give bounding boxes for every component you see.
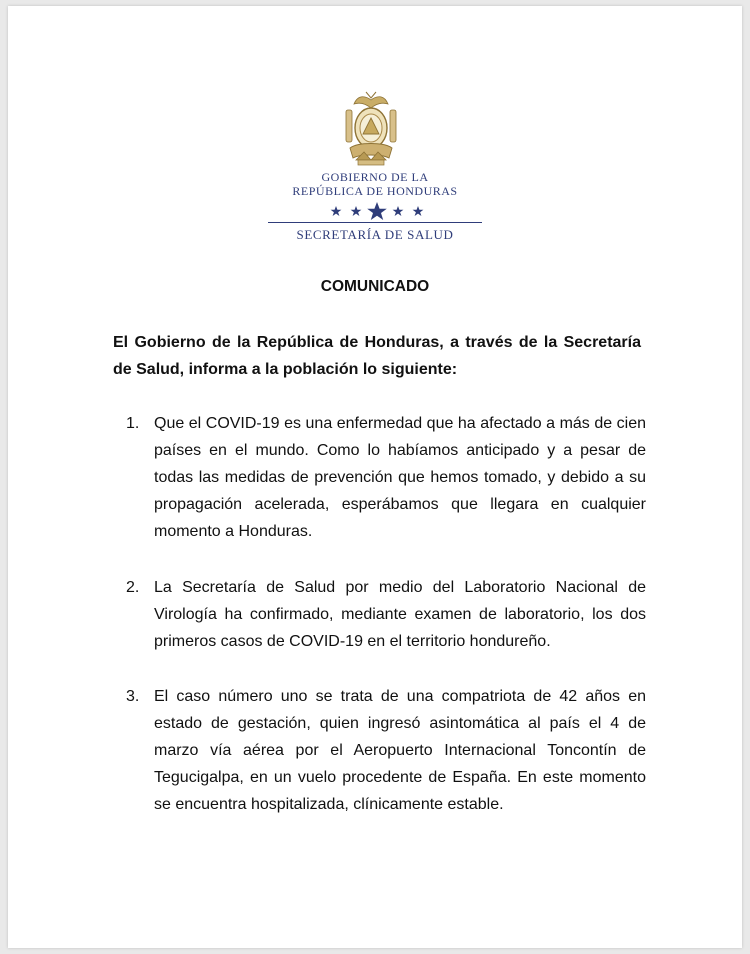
government-name-line-2: REPÚBLICA DE HONDURAS (292, 184, 458, 198)
list-item (126, 574, 646, 655)
letterhead (8, 6, 742, 246)
honduras-coat-of-arms-icon (342, 90, 400, 170)
list-item-number: 1. (126, 415, 140, 432)
star-icon (367, 202, 387, 220)
letterhead-divider (268, 222, 482, 223)
list-item-text: El caso número uno se trata de una compatriota de 42 años en estado de gestación, quien ingresó asintomática al país el 4 de marzo vía aérea por el Aeropuerto Internacional Toncontín de Tegucigalpa, en un vuelo procedente de España. En este momento se encuentra hospitalizada, clínicamente estable. (154, 688, 646, 813)
star-icon (331, 206, 342, 216)
list-item-text: Que el COVID-19 es una enfermedad que ha afectado a más de cien países en el mundo. Como lo habíamos anticipado y a pesar de todas las medidas de prevención que hemos tomado, y debido a su propagación acelerada, esperábamos que llegara en cualquier momento a Honduras. (154, 415, 646, 540)
ministry-name: SECRETARÍA DE SALUD (296, 227, 454, 242)
star-icon (413, 206, 424, 216)
list-item-text: La Secretaría de Salud por medio del Laboratorio Nacional de Virología ha confirmado, mediante examen de laboratorio, los dos primeros casos de COVID-19 en el territorio hondureño. (154, 579, 646, 650)
document-page (8, 6, 742, 948)
list-item (126, 683, 646, 818)
stars-row (324, 200, 430, 222)
star-icon (393, 206, 404, 216)
list-item-number: 3. (126, 688, 140, 705)
list-item (126, 410, 646, 545)
government-name-line-1: GOBIERNO DE LA (321, 170, 429, 184)
intro-paragraph: El Gobierno de la República de Honduras, a través de la Secretaría de Salud, informa a la población lo siguiente: (113, 334, 641, 378)
document-title: COMUNICADO (320, 278, 430, 295)
list-item-number: 2. (126, 579, 140, 596)
star-icon (351, 206, 362, 216)
